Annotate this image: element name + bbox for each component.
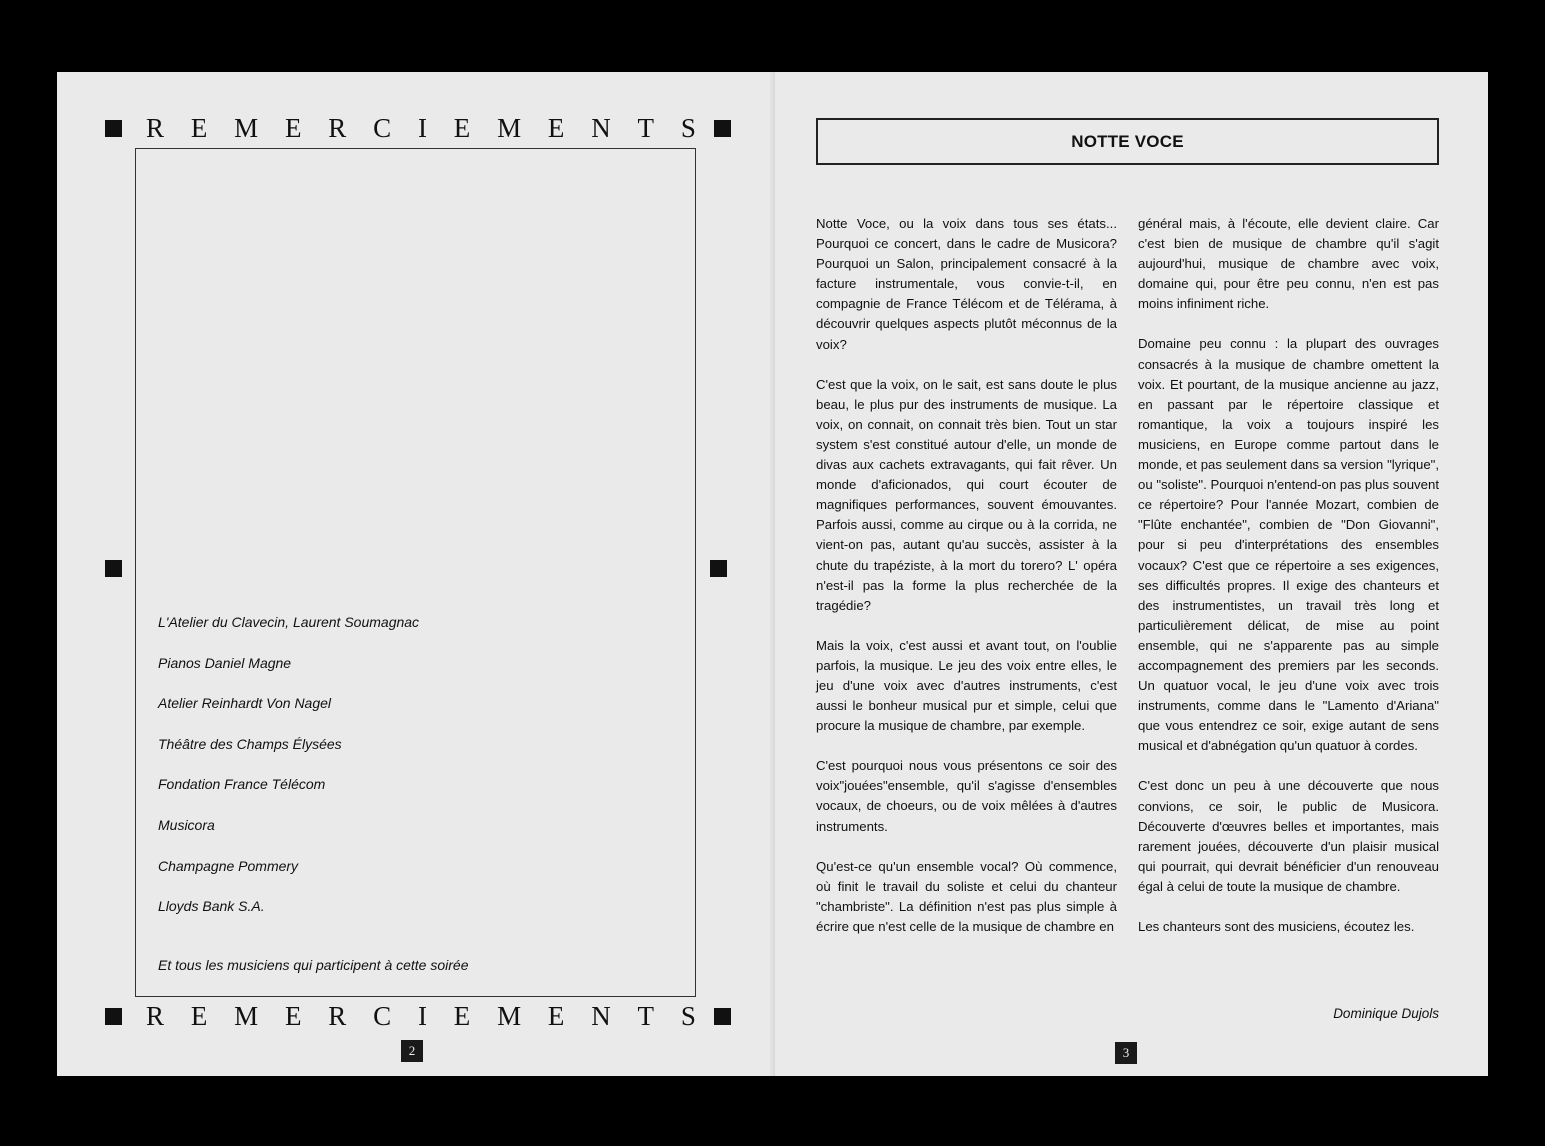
banner-letter: E: [190, 112, 208, 143]
banner-letter: N: [591, 1000, 611, 1031]
banner-letter: M: [234, 1000, 259, 1031]
left-page: [57, 72, 770, 1076]
title-box: [816, 118, 1439, 165]
banner-letter: R: [328, 1000, 347, 1031]
closing-line: Et tous les musiciens qui participent à cette soirée: [158, 957, 469, 973]
banner-letter: T: [637, 112, 655, 143]
banner-letter: I: [417, 112, 427, 143]
banner-letter: E: [284, 112, 302, 143]
paragraph: Notte Voce, ou la voix dans tous ses états... Pourquoi ce concert, dans le cadre de Musicora? Pourquoi un Salon, principalement consacré à la facture instrumentale, vous convie-t-il, en compagnie de France Télécom et de Télérama, à découvrir quelques aspects plutôt méconnus de la voix?: [816, 216, 1117, 352]
paragraph: Mais la voix, c'est aussi et avant tout, on l'oublie parfois, la musique. Le jeu des voix entre elles, le jeu d'une voix avec d'autres instruments, c'est aussi le bonheur musical pur et simple, celui que procure la musique de chambre, par exemple.: [816, 637, 1117, 734]
banner-letter: T: [637, 1000, 655, 1031]
page-number: 3: [1115, 1042, 1137, 1064]
paragraph: C'est que la voix, on le sait, est sans doute le plus beau, le plus pur des instruments de musique. La voix, on connait, on connait très bien. Tout un star system s'est constitué autour d'elle, un monde de divas aux cachets extravagants, qui fait rêver. Un monde d'aficionados, qui court écouter de magnifiques performances, souvent émouvantes. Parfois aussi, comme au cirque ou à la corrida, ne vient-on pas, autant qu'au succès, assister à la chute du trapéziste, à la mort du torero? L' opéra n'est-il pas la forme la plus recherchée de la tragédie?: [816, 376, 1117, 613]
banner-letter: R: [328, 112, 347, 143]
banner-letter: M: [497, 1000, 522, 1031]
sponsor-item: Atelier Reinhardt Von Nagel: [158, 695, 332, 712]
page-title: NOTTE VOCE: [1071, 131, 1184, 151]
banner-letter: R: [146, 112, 165, 143]
banner-letter: R: [146, 1000, 165, 1031]
banner-letter: E: [284, 1000, 302, 1031]
frame-square-icon: [710, 560, 727, 577]
paragraph: général mais, à l'écoute, elle devient claire. Car c'est bien de musique de chambre qu'il s'agit aujourd'hui, musique de chambre avec voix, domaine qui, pour être peu connu, n'en est pas moins infiniment riche.: [1138, 216, 1439, 312]
right-page: [775, 72, 1488, 1076]
banner-letter: C: [373, 1000, 392, 1031]
page-number: 2: [401, 1040, 423, 1062]
sponsor-item: Théâtre des Champs Élysées: [158, 735, 342, 752]
banner-letter: E: [453, 112, 471, 143]
banner-letter: E: [547, 1000, 565, 1031]
banner-letter: S: [680, 1000, 696, 1031]
banner-letter: N: [591, 112, 611, 143]
banner-letter: M: [234, 112, 259, 143]
banner-letter: E: [453, 1000, 471, 1031]
text-column-left: [816, 214, 1117, 957]
banner-square-icon: [105, 120, 122, 137]
text-column-right: [1138, 214, 1439, 957]
banner-letters: [122, 113, 714, 144]
author-signature: Dominique Dujols: [1333, 1006, 1439, 1021]
remerciements-banner-bottom: [105, 1000, 731, 1032]
banner-letter: I: [417, 1000, 427, 1031]
paragraph: C'est pourquoi nous vous présentons ce soir des voix"jouées"ensemble, qu'il s'agisse d'ensembles vocaux, de choeurs, ou de voix mêlées à d'autres instruments.: [816, 758, 1117, 834]
sponsor-list: [158, 612, 419, 937]
frame-square-icon: [105, 560, 122, 577]
paragraph: Les chanteurs sont des musiciens, écoutez les.: [1138, 919, 1415, 934]
banner-letter: S: [680, 112, 696, 143]
sponsor-item: Pianos Daniel Magne: [158, 654, 292, 671]
banner-letter: C: [373, 112, 392, 143]
paragraph: C'est donc un peu à une découverte que nous convions, ce soir, le public de Musicora. Découverte d'œuvres belles et importantes, mais rarement jouées, découverte d'un plaisir musical qui pourrait, qui devrait bénéficier d'un renouveau égal à celui de toute la musique de chambre.: [1138, 778, 1439, 894]
banner-square-icon: [714, 1008, 731, 1025]
sponsor-item: Musicora: [158, 816, 215, 833]
sponsor-item: Fondation France Télécom: [158, 776, 326, 793]
banner-letters: [122, 1001, 714, 1032]
banner-square-icon: [105, 1008, 122, 1025]
sponsor-item: Champagne Pommery: [158, 857, 299, 874]
remerciements-banner-top: [105, 112, 731, 144]
banner-letter: M: [497, 112, 522, 143]
paragraph: Domaine peu connu : la plupart des ouvrages consacrés à la musique de chambre omettent la voix. Et pourtant, de la musique ancienne au jazz, en passant par le répertoire classique et romantique, la voix a toujours inspiré les musiciens, en Europe comme partout dans le monde, et pas seulement dans sa version "lyrique", ou "soliste". Pourquoi n'entend-on pas plus souvent ce répertoire? Pour l'année Mozart, combien de "Flûte enchantée", combien de "Don Giovanni", pour si peu d'interprétations des ensembles vocaux? C'est que ce répertoire a ses exigences, ses difficultés propres. Il exige des chanteurs et des instrumentistes, un travail très long et particulièrement délicat, de mise au point ensemble, qui ne s'apparente pas au simple accompagnement des premiers par les seconds. Un quatuor vocal, le jeu d'une voix avec trois instruments, comme dans le "Lamento d'Ariana" que vous entendrez ce soir, exige autant de sens musical et d'abnégation qu'un quatuor à cordes.: [1138, 336, 1439, 754]
sponsor-item: L'Atelier du Clavecin, Laurent Soumagnac: [158, 614, 420, 630]
banner-letter: E: [547, 112, 565, 143]
banner-letter: E: [190, 1000, 208, 1031]
banner-square-icon: [714, 120, 731, 137]
sponsor-item: Lloyds Bank S.A.: [158, 898, 265, 915]
paragraph: Qu'est-ce qu'un ensemble vocal? Où commence, où finit le travail du soliste et celui du chanteur "chambriste". La définition n'est pas plus simple à écrire que n'est celle de la musique de chambre en: [816, 858, 1117, 934]
